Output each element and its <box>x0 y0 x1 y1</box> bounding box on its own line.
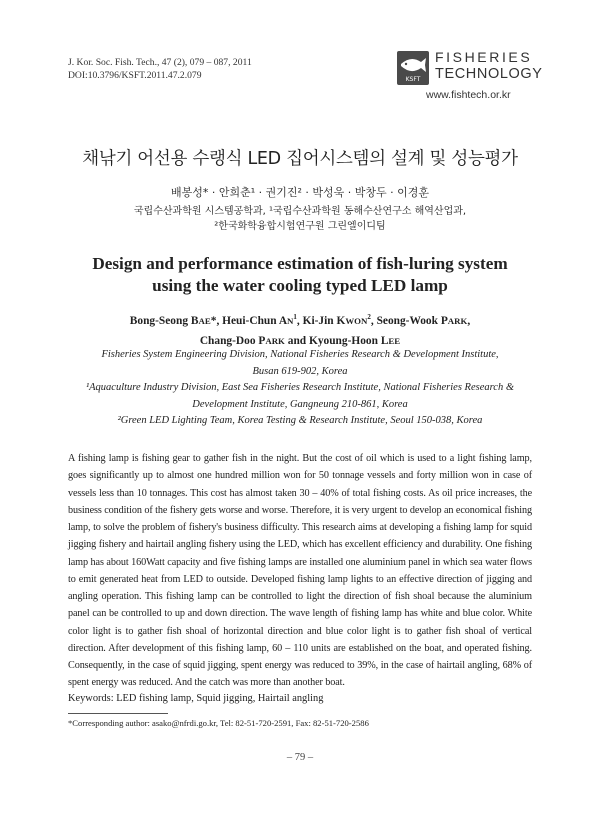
english-title <box>0 253 600 297</box>
journal-website: www.fishtech.or.kr <box>426 89 511 101</box>
author-line: Bong-Seong BAE*, Heui-Chun $AN^1$, Ki-Jin KWON$^2$, Seong-Wook PARK, <box>129 313 471 327</box>
fish-emblem-icon <box>397 51 429 85</box>
logo-word-fisheries: FISHERIES <box>435 49 533 65</box>
page-number: – 79 – <box>286 752 314 763</box>
journal-reference: J. Kor. Soc. Fish. Tech., 47 (2), 079 – 087, 2011 <box>68 57 252 68</box>
author: Chang-Doo PARK <box>199 334 285 347</box>
journal-logo <box>397 49 543 86</box>
author: Bong-Seong BAE* <box>129 314 217 327</box>
english-title-line: using the water cooling typed LED lamp <box>152 276 448 295</box>
logo-word-technology: TECHNOLOGY <box>435 66 543 82</box>
korean-affiliations <box>0 204 600 234</box>
korean-affiliation-line: 국립수산과학원 시스템공학과, ¹국립수산과학원 동해수산연구소 해역산업과, <box>133 206 467 217</box>
affiliation-line: ¹Aquaculture Industry Division, East Sea Fisheries Research Institute, National Fisheries Research & <box>85 382 515 393</box>
author: Seong-Wook PARK <box>376 314 468 327</box>
korean-authors: 배봉성* · 안희춘¹ · 권기진² · 박성욱 · 박창두 · 이경훈 <box>170 186 430 199</box>
keywords: Keywords: LED fishing lamp, Squid jigging, Hairtail angling <box>68 693 324 704</box>
abstract: A fishing lamp is fishing gear to gather fish in the night. But the cost of oil which is used to a light fishing lamp, goes significantly up to almost one hundred million won for 50 tonnage vessels and forty million won in case of vessels less than 10 tonnages. This cost has almost taken 30 – 40% of total fishing costs. As oil price increases, the business condition of the fishery gets worse and worse. Therefore, it is very urgent to develop an economical fishing lamp, to solve the problem of fishery's business difficulty. This research aims at developing a fishing lamp for squid jigging fishery and hairtail angling fishery using the LED, which has excellent efficiency and durability. One fishing lamp has about 160Watt capacity and five fishing lamps are installed one aluminium panel in which sea water flows to emit generated heat from LED to outside. Developed fishing lamp lights to an effective direction of jigging and angling operation. This fishing lamp can be controlled to light the direction of fish shoal because the aluminium panel can be controlled to up and down direction. The wave length of fishing lamp has white and blue color. White color light is to gather fish shoal of horizontal direction and blue color light is to gather fish shoal of vertical direction. After development of this fishing lamp, 60 – 110 units are established on the boat, and operated fishing. Consequently, in the case of squid jigging, spent energy was reduced to 39%, in the case of hairtail angling, 68% of spent energy was reduced. And the catch was more than another boat. <box>68 453 532 689</box>
affiliation-line: Busan 619-902, Korea <box>252 365 348 377</box>
english-title-line: Design and performance estimation of fish-luring system <box>92 254 508 273</box>
english-authors <box>0 307 600 351</box>
author: Ki-Jin KWON$^2$ <box>302 313 371 327</box>
affiliation-line: ²Green LED Lighting Team, Korea Testing & Research Institute, Seoul 150-038, Korea <box>117 415 483 426</box>
corresponding-author-footnote: *Corresponding author: asako@nfrdi.go.kr, Tel: 82-51-720-2591, Fax: 82-51-720-2586 <box>68 718 369 728</box>
english-affiliations <box>0 347 600 430</box>
doi: DOI:10.3796/KSFT.2011.47.2.079 <box>68 70 202 81</box>
journal-citation <box>68 56 252 82</box>
author: Heui-Chun $AN^1$ <box>222 313 297 327</box>
korean-affiliation-line: ²한국화학융합시험연구원 그린엘이디팀 <box>214 221 386 232</box>
footnote-divider <box>68 713 168 714</box>
author-line: Chang-Doo PARK and Kyoung-Hoon LEE <box>199 334 401 347</box>
author: Kyoung-Hoon LEE <box>308 334 401 347</box>
logo-emblem-text: KSFT <box>405 76 421 83</box>
affiliation-line: Development Institute, Gangneung 210-861, Korea <box>192 398 408 410</box>
affiliation-line: Fisheries System Engineering Division, National Fisheries Research & Development Institute, <box>101 349 499 360</box>
korean-title: 채낚기 어선용 수랭식 LED 집어시스템의 설계 및 성능평가 <box>82 149 518 169</box>
